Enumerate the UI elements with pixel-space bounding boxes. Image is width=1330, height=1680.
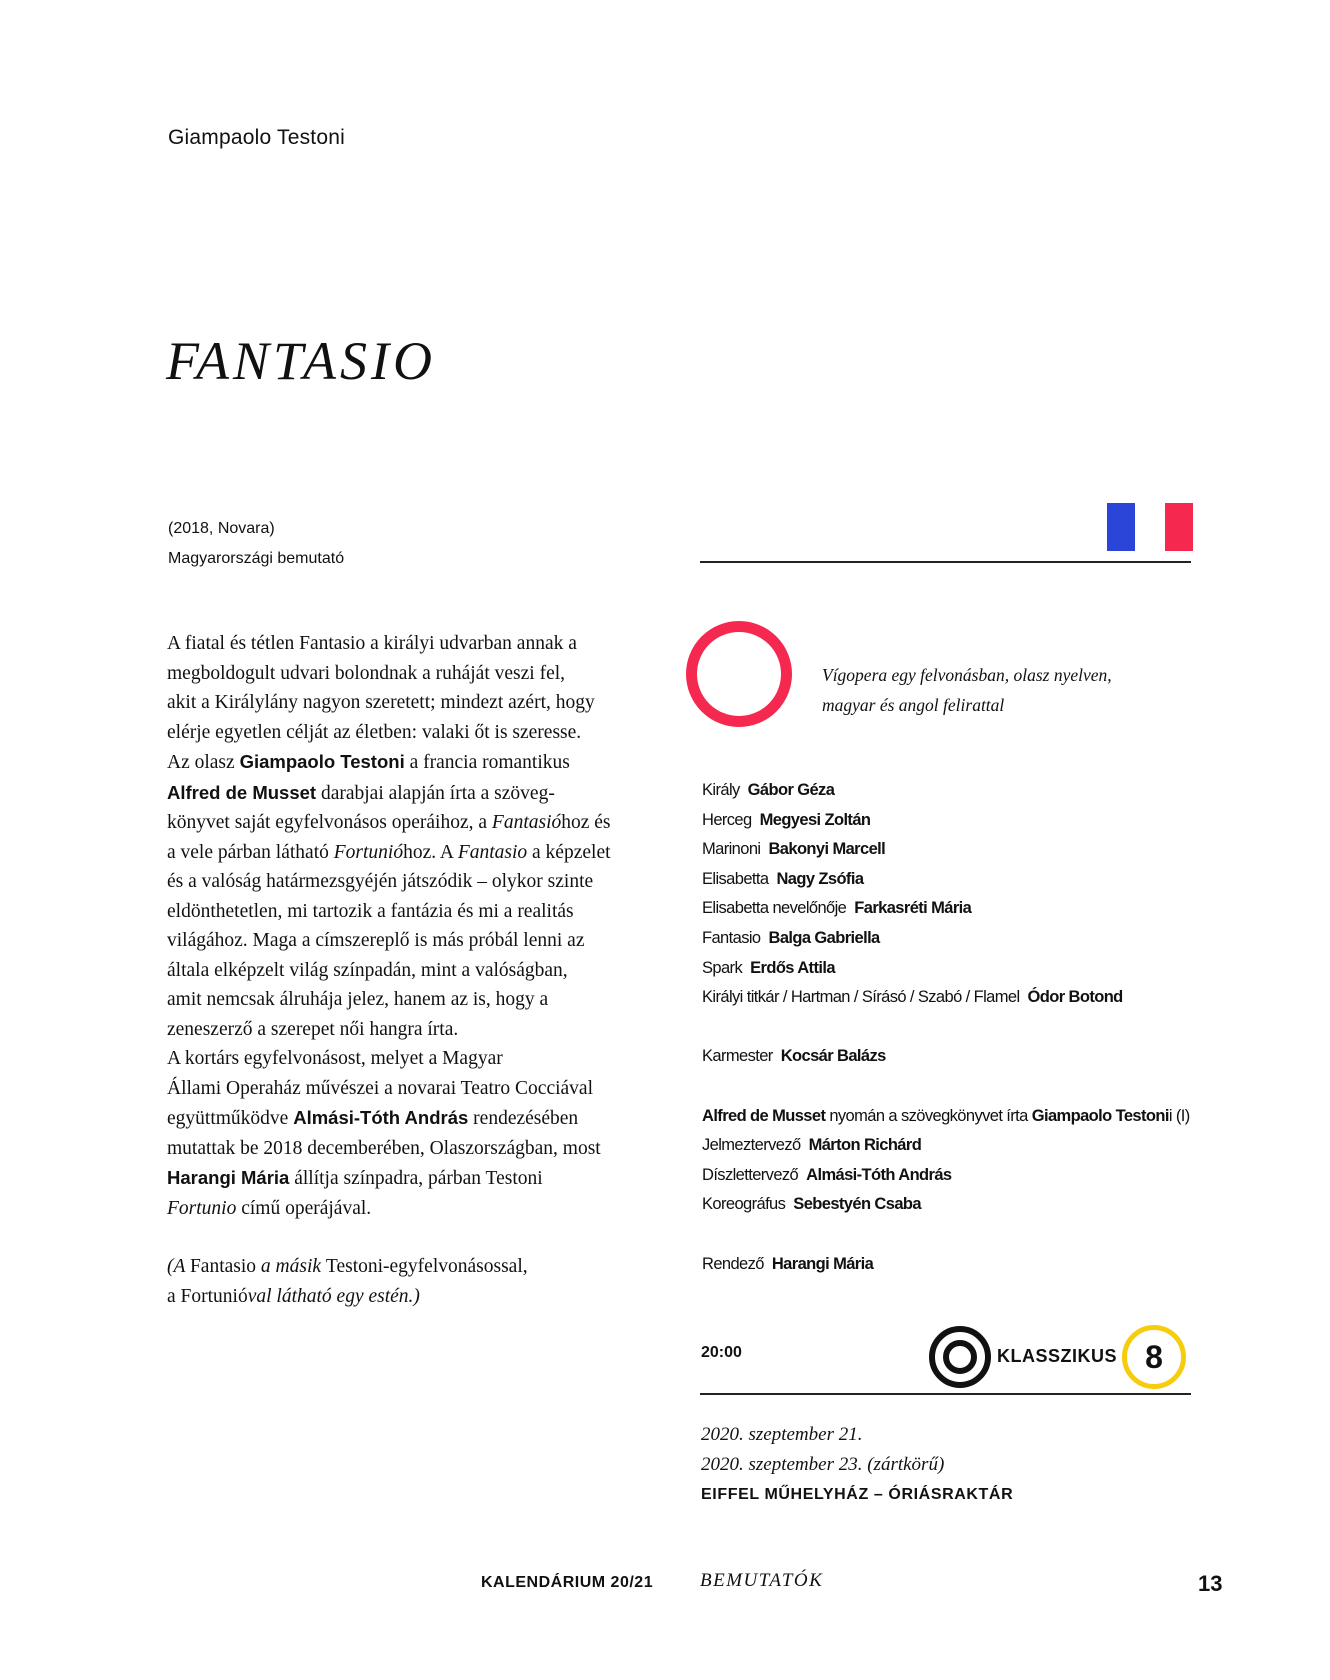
role-label: Rendező <box>702 1254 764 1273</box>
text-run: amit nemcsak álruhája jelez, hanem az is, hogy a <box>167 989 549 1010</box>
description-line <box>167 1282 657 1312</box>
highlighted-name: Alfred de Musset <box>167 781 317 803</box>
cast-row <box>702 924 1190 954</box>
text-run: és a valóság határmezsgyéjén játszódik – olykor szinte <box>167 871 594 892</box>
date-1: 2020. szeptember 21. <box>701 1424 863 1445</box>
text-run: a képzelet <box>527 841 611 863</box>
text-run: világához. Maga a címszereplő is más próbál lenni az <box>167 930 585 951</box>
description-line <box>167 867 657 897</box>
description-line <box>167 1044 657 1074</box>
text-run: Az olasz <box>167 752 240 773</box>
role-label: Koreográfus <box>702 1195 786 1214</box>
text-run: val látható egy estén.) <box>247 1285 420 1307</box>
description-text <box>167 629 657 1311</box>
text-run: A fiatal és tétlen Fantasio a királyi udvarban annak a <box>167 633 577 654</box>
text-run: Fortunió <box>333 841 404 863</box>
cast-row <box>702 954 1190 984</box>
text-run: rendezésében <box>468 1108 579 1129</box>
role-label: Díszlettervező <box>702 1165 799 1184</box>
highlighted-name: Giampaolo Testoni <box>239 751 405 772</box>
role-label: Jelmeztervező <box>702 1136 801 1155</box>
cast-row <box>702 806 1190 836</box>
description-line <box>167 629 657 659</box>
text-run: A kortárs egyfelvonásost, melyet a Magyar <box>167 1048 503 1069</box>
text-run: című operájával. <box>236 1197 372 1219</box>
target-icon <box>928 1325 992 1389</box>
person-name: Erdős Attila <box>750 958 835 977</box>
crew-row <box>702 1190 1190 1220</box>
role-label: Elisabetta nevelőnője <box>702 899 847 918</box>
libretto-middle: nyomán a szövegkönyvet írta <box>829 1106 1028 1125</box>
composer-name: Giampaolo Testoni <box>168 126 345 149</box>
librettist: Giampaolo Testoni <box>1031 1106 1169 1125</box>
crew-row <box>702 1131 1190 1161</box>
description-line <box>167 1074 657 1104</box>
description-line <box>167 1134 657 1164</box>
person-name: Nagy Zsófia <box>776 869 864 888</box>
description-line <box>167 718 657 748</box>
page-number: 13 <box>1198 1571 1223 1596</box>
text-run: Fantasio <box>189 1256 257 1277</box>
cast-list <box>702 776 1190 1013</box>
date-2: 2020. szeptember 23. (zártkörű) <box>701 1453 945 1475</box>
role-label: Fantasio <box>702 928 761 947</box>
person-name: Balga Gabriella <box>768 928 880 947</box>
description-line <box>167 838 657 868</box>
highlighted-name: Almási-Tóth András <box>293 1107 469 1128</box>
description-line <box>167 778 657 809</box>
libretto-source-author: Alfred de Musset <box>702 1106 826 1125</box>
text-run: eldönthetetlen, mi tartozik a fantázia és mi a realitás <box>167 900 574 922</box>
crew-list <box>702 1131 1190 1220</box>
text-run: (A <box>167 1256 190 1277</box>
description-line <box>167 659 657 689</box>
age-rating-badge: 8 <box>1122 1325 1186 1389</box>
person-name: Almási-Tóth András <box>806 1165 952 1184</box>
text-run: általa elképzelt világ színpadán, mint a valóságban, <box>167 959 568 981</box>
text-run: Fortunió <box>180 1285 248 1307</box>
text-run: elérje egyetlen célját az életben: valaki őt is szeresse. <box>167 721 582 743</box>
text-run: a vele párban látható <box>167 841 334 863</box>
description-line <box>167 747 657 778</box>
role-label: Marinoni <box>702 840 761 859</box>
description-gap <box>167 1223 657 1252</box>
description-line <box>167 1103 657 1134</box>
person-name: Harangi Mária <box>771 1254 874 1273</box>
person-name: Sebestyén Csaba <box>793 1195 921 1214</box>
description-line <box>167 688 657 718</box>
role-label: Királyi titkár / Hartman / Sírásó / Szabó / Flamel <box>702 988 1020 1007</box>
crew-row <box>702 1161 1190 1191</box>
text-run: hoz. A <box>403 841 458 863</box>
role-label: Herceg <box>702 810 752 829</box>
person-name: Farkasréti Mária <box>854 899 972 918</box>
ring-icon <box>686 621 792 727</box>
person-name: Kocsár Balázs <box>780 1047 886 1066</box>
person-name: Megyesi Zoltán <box>759 810 871 829</box>
genre-line-1: Vígopera egy felvonásban, olasz nyelven, <box>822 665 1112 685</box>
genre-line-2: magyar és angol felirattal <box>822 695 1005 715</box>
venue: EIFFEL MŰHELYHÁZ – ÓRIÁSRAKTÁR <box>701 1486 1014 1503</box>
person-name: Bakonyi Marcell <box>768 840 886 859</box>
genre-info <box>822 660 1112 720</box>
description-line <box>167 1163 657 1194</box>
divider-top <box>700 561 1191 563</box>
premiere-label: Magyarországi bemutató <box>168 550 345 567</box>
cast-row <box>702 894 1190 924</box>
divider-bottom <box>700 1393 1191 1395</box>
description-line <box>167 926 657 956</box>
role-label: Elisabetta <box>702 869 769 888</box>
text-run: Fortunio <box>167 1197 237 1219</box>
start-time: 20:00 <box>701 1344 742 1361</box>
role-label: Király <box>702 781 740 799</box>
text-run: akit a Királylány nagyon szeretett; mindezt azért, hogy <box>167 692 595 713</box>
premiere-year-place: (2018, Novara) <box>168 520 275 537</box>
text-run: mutattak be 2018 decemberében, Olaszországban, most <box>167 1137 601 1159</box>
role-label: Spark <box>702 958 743 977</box>
text-run: Testoni-egyfelvonásossal, <box>325 1256 528 1277</box>
page-title: FANTASIO <box>166 331 437 391</box>
text-run: Állami Operaház művészei a novarai Teatro Cocciával <box>167 1077 594 1099</box>
text-run: könyvet saját egyfelvonásos operáihoz, a <box>167 812 492 833</box>
cast-row <box>702 865 1190 895</box>
libretto-suffix: i (I) <box>1168 1106 1190 1125</box>
footer-section: BEMUTATÓK <box>700 1570 824 1591</box>
footer-publication: KALENDÁRIUM 20/21 <box>481 1574 654 1591</box>
cast-row <box>702 835 1190 865</box>
french-flag-icon <box>1107 503 1193 551</box>
text-run: állítja színpadra, párban Testoni <box>289 1168 543 1189</box>
highlighted-name: Harangi Mária <box>167 1167 290 1188</box>
text-run: a francia romantikus <box>404 752 570 773</box>
premiere-info <box>168 514 344 574</box>
description-line <box>167 956 657 986</box>
role-label: Karmester <box>702 1047 773 1066</box>
description-line <box>167 808 657 838</box>
text-run: hoz és <box>561 812 611 833</box>
description-line <box>167 1252 657 1282</box>
text-run: a másik <box>256 1256 326 1277</box>
description-line <box>167 985 657 1015</box>
cast-row <box>702 776 1190 806</box>
description-line <box>167 1194 657 1224</box>
person-name: Ódor Botond <box>1027 988 1123 1007</box>
category-badge: KLASSZIKUS <box>997 1346 1118 1366</box>
performance-dates <box>701 1420 944 1479</box>
text-run: megboldogult udvari bolondnak a ruháját veszi fel, <box>167 662 566 684</box>
text-run: Fantasió <box>491 812 562 833</box>
conductor-row <box>702 1042 1190 1072</box>
credits-list <box>702 776 1190 1279</box>
text-run: együttműködve <box>167 1108 294 1129</box>
description-line <box>167 897 657 927</box>
person-name: Márton Richárd <box>808 1136 922 1155</box>
libretto-row <box>702 1102 1190 1132</box>
person-name: Gábor Géza <box>747 781 835 799</box>
director-row <box>702 1250 1190 1280</box>
text-run: zeneszerző a szerepet női hangra írta. <box>167 1018 459 1040</box>
text-run: a <box>167 1285 181 1307</box>
text-run: Fantasio <box>457 841 528 863</box>
text-run: darabjai alapján írta a szöveg- <box>316 782 555 804</box>
cast-row <box>702 983 1190 1013</box>
description-line <box>167 1015 657 1045</box>
